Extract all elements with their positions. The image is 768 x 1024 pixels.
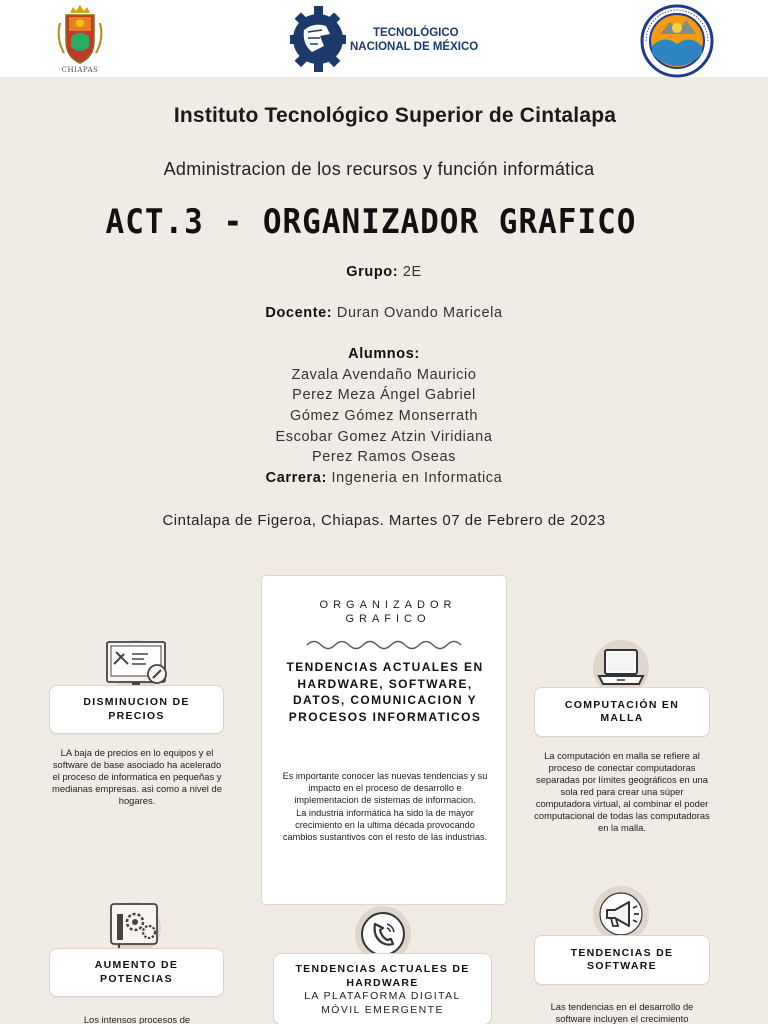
main-body-paragraph-2: La industria informática ha sido la de mayor crecimiento en la ultima década provocando cambios sustantivos con el resto de las industrias. — [282, 807, 488, 843]
tecnm-logo-text — [350, 26, 478, 54]
itsc-seal-icon — [638, 4, 716, 78]
chiapas-coat-of-arms-logo — [42, 3, 118, 79]
card-aumento-potencias — [49, 948, 224, 997]
gears-power-icon — [107, 900, 163, 954]
career-label: Carrera: — [265, 470, 327, 486]
teacher-line — [0, 305, 768, 321]
institution-title: Instituto Tecnológico Superior de Cintalapa — [173, 104, 617, 127]
organizer-label-line2: GRAFICO — [345, 613, 431, 625]
organizer-main-card — [261, 575, 507, 905]
wave-divider-icon — [305, 639, 465, 651]
left2-title: AUMENTO DE POTENCIAS — [94, 959, 179, 985]
student-name: Perez Meza Ángel Gabriel — [292, 387, 476, 403]
left1-title: DISMINUCION DE PRECIOS — [83, 696, 190, 722]
organizer-label — [262, 598, 508, 626]
left2-description: Los intensos procesos de — [83, 1014, 191, 1024]
logo-bar — [0, 0, 768, 77]
right1-title: COMPUTACIÓN EN MALLA — [564, 698, 680, 724]
right2-title: TENDENCIAS DE SOFTWARE — [570, 946, 674, 972]
tecnm-line2: NACIONAL DE MÉXICO — [350, 41, 479, 53]
card-tendencias-software — [534, 935, 710, 985]
organizer-main-title: TENDENCIAS ACTUALES EN HARDWARE, SOFTWARE, DATOS, COMUNICACION Y PROCESOS INFORMATICOS — [286, 660, 484, 724]
teacher-label: Docente: — [265, 305, 333, 321]
students-label-line — [0, 346, 768, 362]
megaphone-icon — [593, 886, 649, 942]
career-value: Ingeneria en Informatica — [331, 470, 503, 486]
organizer-main-body — [278, 770, 492, 843]
left1-description: LA baja de precios en lo equipos y el software de base asociado ha acelerado el proceso de informatica en pequeñas y medianas empresas. asi como a nivel de hogares. — [52, 747, 222, 806]
student-name: Zavala Avendaño Mauricio — [291, 367, 477, 383]
center2-subtitle: LA PLATAFORMA DIGITAL MÓVIL EMERGENTE — [304, 990, 461, 1016]
organizer-label-line1: ORGANIZADOR — [319, 599, 457, 611]
student-name: Gómez Gómez Monserrath — [289, 408, 479, 424]
card-disminucion-precios — [49, 685, 224, 734]
right1-description: La computación en malla se refiere al proceso de conectar computadoras separadas por límites geográficos en una sola red para crear una súper computadora virtual, al combinar el poder computacional de todas las computadoras en la malla. — [534, 750, 710, 833]
student-name: Perez Ramos Oseas — [312, 449, 456, 465]
chiapas-logo-text: CHIAPAS — [61, 66, 99, 74]
card-tendencias-hardware — [273, 953, 492, 1024]
tecnologico-nacional-logo — [290, 0, 480, 77]
coat-of-arms-icon — [42, 3, 118, 65]
place-date: Cintalapa de Figeroa, Chiapas. Martes 07 de Febrero de 2023 — [162, 512, 606, 529]
center2-title: TENDENCIAS ACTUALES DE HARDWARE — [295, 963, 470, 989]
activity-title: ACT.3 - ORGANIZADOR GRAFICO — [105, 202, 637, 242]
main-body-paragraph-1: Es importante conocer las nuevas tendencias y su impacto en el proceso de desarrollo e implementacion de sistemas de informacion. — [282, 771, 488, 806]
tecnm-gear-icon — [290, 0, 348, 77]
right2-description: Las tendencias en el desarrollo de software incluyen el crecimiento — [550, 1001, 694, 1024]
itsc-seal-logo — [638, 4, 716, 78]
career-line — [0, 470, 768, 486]
group-line — [0, 264, 768, 280]
tecnm-line1: TECNOLÓGICO — [373, 27, 459, 39]
teacher-value: Duran Ovando Maricela — [336, 305, 503, 321]
subject-title: Administracion de los recursos y función informática — [163, 159, 595, 179]
group-value: 2E — [402, 264, 422, 280]
student-name: Escobar Gomez Atzin Viridiana — [275, 429, 493, 445]
students-label: Alumnos: — [348, 346, 420, 362]
card-computacion-malla — [534, 687, 710, 737]
group-label: Grupo: — [346, 264, 399, 280]
